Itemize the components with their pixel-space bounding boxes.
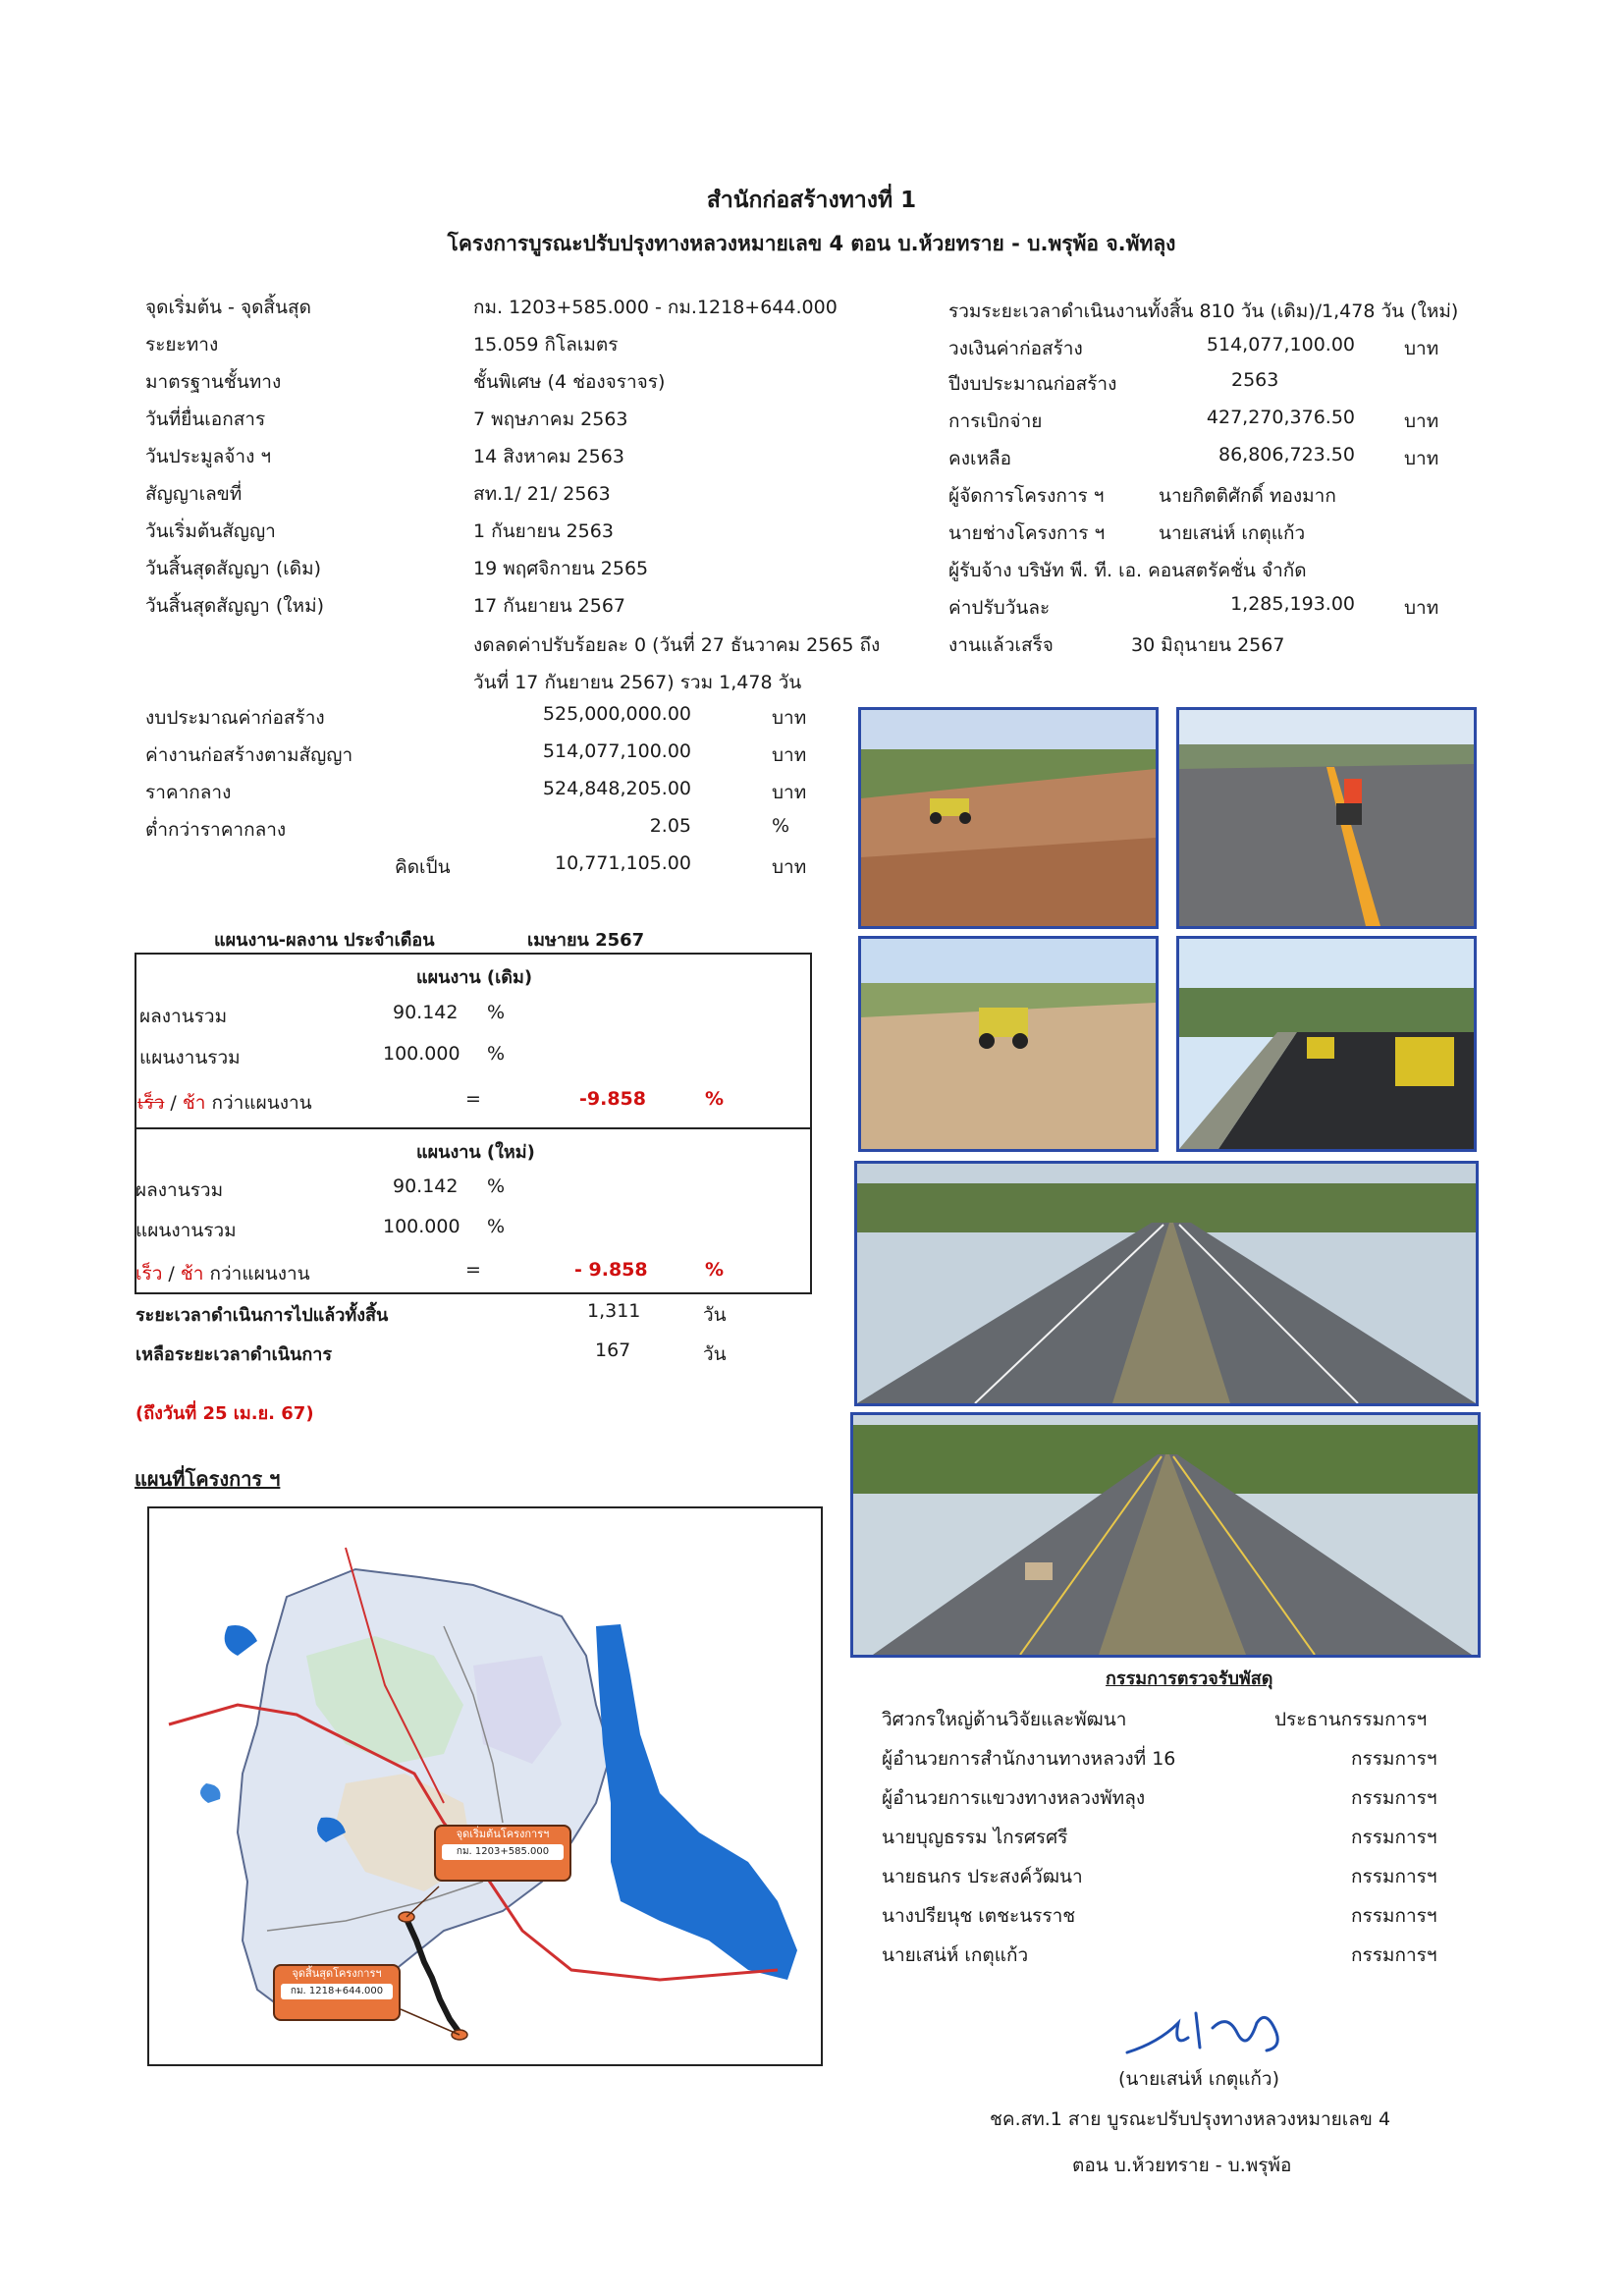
old-plan-label: แผนงานรวม [139, 1047, 241, 1068]
start-callout-title: จุดเริ่มต้นโครงการฯ [456, 1828, 550, 1840]
new-plan-value: 100.000 [383, 1216, 460, 1237]
info-value: 19 พฤศจิกายน 2565 [473, 558, 649, 579]
old-diff-value: -9.858 [579, 1088, 646, 1110]
old-plan-value: 100.000 [383, 1043, 460, 1065]
old-result-label: ผลงานรวม [139, 1006, 228, 1027]
project-map [147, 1506, 823, 2066]
new-result-value: 90.142 [393, 1175, 459, 1197]
info-label: ระยะทาง [145, 334, 219, 355]
new-compare-row [135, 1259, 310, 1288]
info-value: 1,285,193.00 [1230, 593, 1355, 615]
budget-label: ต่ำกว่าราคากลาง [145, 819, 287, 841]
info-label: วันสิ้นสุดสัญญา (เดิม) [145, 558, 322, 579]
info-value: กม. 1203+585.000 - กม.1218+644.000 [473, 297, 838, 318]
info-value: 514,077,100.00 [1206, 334, 1355, 355]
budget-value: 10,771,105.00 [554, 852, 691, 874]
info-value: 14 สิงหาคม 2563 [473, 446, 624, 467]
committee-member-name: นางปรียนุช เตชะนรราช [882, 1905, 1076, 1927]
budget-label: งบประมาณค่าก่อสร้าง [145, 707, 325, 729]
budget-label: คิดเป็น [395, 856, 451, 878]
info-value: 2563 [1231, 369, 1279, 391]
new-result-unit: % [487, 1175, 506, 1197]
budget-unit: บาท [772, 744, 807, 766]
old-plan-title: แผนงาน (เดิม) [416, 967, 533, 988]
plan-divider [135, 1127, 812, 1129]
info-label: สัญญาเลขที่ [145, 483, 243, 505]
elapsed-unit: วัน [703, 1304, 727, 1326]
committee-member-role: กรรมการฯ [1351, 1905, 1437, 1927]
map-heading: แผนที่โครงการ ฯ [135, 1467, 281, 1491]
info-value: 30 มิถุนายน 2567 [1131, 634, 1285, 656]
old-equals: = [465, 1088, 481, 1110]
info-label: นายช่างโครงการ ฯ [948, 522, 1106, 544]
committee-member-role: กรรมการฯ [1351, 1944, 1437, 1966]
start-callout-km: กม. 1203+585.000 [442, 1844, 564, 1860]
committee-heading: กรรมการตรวจรับพัสดุ [1106, 1668, 1273, 1689]
committee-member-name: นายธนกร ประสงค์วัฒนา [882, 1866, 1083, 1887]
budget-value: 514,077,100.00 [542, 740, 691, 762]
old-compare-row [137, 1088, 312, 1118]
info-value: ชั้นพิเศษ (4 ช่องจราจร) [473, 371, 666, 393]
committee-member-role: กรรมการฯ [1351, 1748, 1437, 1770]
info-value: 17 กันยายน 2567 [473, 595, 626, 617]
info-label: ผู้รับจ้าง บริษัท พี. ที. เอ. คอนสตรัคชั่น จำกัด [948, 560, 1307, 581]
info-label: วันสิ้นสุดสัญญา (ใหม่) [145, 595, 325, 617]
remain-unit: วัน [703, 1343, 727, 1365]
old-diff-unit: % [705, 1088, 725, 1110]
budget-value: 524,848,205.00 [542, 778, 691, 799]
signer-name: (นายเสน่ห์ เกตุแก้ว) [1118, 2068, 1280, 2090]
map-graphic [149, 1508, 821, 2064]
info-label: ค่าปรับวันละ [948, 597, 1051, 619]
info-label: วงเงินค่าก่อสร้าง [948, 338, 1083, 359]
site-photo-aerial-1 [854, 1161, 1479, 1406]
info-value: 7 พฤษภาคม 2563 [473, 409, 628, 430]
penalty-note-2: วันที่ 17 กันยายน 2567) รวม 1,478 วัน [473, 672, 802, 693]
site-photo-aerial-2 [850, 1412, 1481, 1658]
budget-value: 2.05 [649, 815, 691, 837]
committee-member-name: นายเสน่ห์ เกตุแก้ว [882, 1944, 1029, 1966]
old-slash: / [170, 1092, 177, 1114]
info-value: นายกิตติศักดิ์ ทองมาก [1159, 485, 1336, 507]
info-label: วันที่ยื่นเอกสาร [145, 409, 266, 430]
new-slash: / [168, 1263, 175, 1285]
budget-value: 525,000,000.00 [542, 703, 691, 725]
committee-member-role: กรรมการฯ [1351, 1866, 1437, 1887]
old-slow: ช้า [182, 1092, 206, 1114]
info-value: นายเสน่ห์ เกตุแก้ว [1159, 522, 1306, 544]
info-value: 427,270,376.50 [1206, 407, 1355, 428]
committee-member-name: วิศวกรใหญ่ด้านวิจัยและพัฒนา [882, 1709, 1127, 1730]
site-photo-road-worker [1176, 707, 1477, 929]
new-diff-unit: % [705, 1259, 725, 1281]
old-compare-label: กว่าแผนงาน [211, 1092, 312, 1114]
info-label: ปีงบประมาณก่อสร้าง [948, 373, 1117, 395]
start-callout [434, 1825, 571, 1882]
end-callout-title: จุดสิ้นสุดโครงการฯ [292, 1967, 382, 1980]
info-value: 1 กันยายน 2563 [473, 520, 614, 542]
new-diff-value: - 9.858 [574, 1259, 648, 1281]
info-unit: บาท [1404, 448, 1439, 469]
elapsed-value: 1,311 [587, 1300, 641, 1322]
site-photo-roller [1176, 936, 1477, 1152]
info-unit: บาท [1404, 597, 1439, 619]
office-title: สำนักก่อสร้างทางที่ 1 [706, 188, 917, 213]
budget-unit: บาท [772, 707, 807, 729]
committee-member-name: ผู้อำนวยการแขวงทางหลวงพัทลุง [882, 1787, 1146, 1809]
signer-position-1: ชค.สท.1 สาย บูรณะปรับปรุงทางหลวงหมายเลข 4 [990, 2108, 1391, 2130]
info-unit: บาท [1404, 410, 1439, 432]
signer-position-2: ตอน บ.ห้วยทราย - บ.พรุพ้อ [1072, 2155, 1292, 2176]
old-plan-unit: % [487, 1043, 506, 1065]
end-callout [273, 1964, 401, 2021]
old-result-value: 90.142 [393, 1002, 459, 1023]
info-label: ผู้จัดการโครงการ ฯ [948, 485, 1105, 507]
info-label: วันเริ่มต้นสัญญา [145, 520, 276, 542]
project-title: โครงการบูรณะปรับปรุงทางหลวงหมายเลข 4 ตอน บ.ห้วยทราย - บ.พรุพ้อ จ.พัทลุง [447, 232, 1176, 255]
as-of-date: (ถึงวันที่ 25 เม.ย. 67) [135, 1403, 314, 1424]
info-value: 86,806,723.50 [1217, 444, 1355, 465]
info-label: วันประมูลจ้าง ฯ [145, 446, 272, 467]
signature-graphic [1119, 2003, 1306, 2072]
info-label: จุดเริ่มต้น - จุดสิ้นสุด [145, 297, 311, 318]
site-photo-grader-dirt [858, 936, 1159, 1152]
budget-unit: % [772, 815, 790, 837]
end-callout-km: กม. 1218+644.000 [281, 1984, 393, 1999]
plan-month: เมษายน 2567 [527, 930, 645, 951]
info-label: คงเหลือ [948, 448, 1012, 469]
new-fast: เร็ว [135, 1263, 163, 1285]
budget-label: ค่างานก่อสร้างตามสัญญา [145, 744, 353, 766]
budget-label: ราคากลาง [145, 782, 232, 803]
old-result-unit: % [487, 1002, 506, 1023]
new-compare-label: กว่าแผนงาน [209, 1263, 310, 1285]
committee-member-name: นายบุญธรรม ไกรศรศรี [882, 1827, 1068, 1848]
site-photo-grader [858, 707, 1159, 929]
committee-member-role: กรรมการฯ [1351, 1827, 1437, 1848]
new-plan-title: แผนงาน (ใหม่) [416, 1142, 535, 1163]
old-fast: เร็ว [137, 1092, 165, 1114]
committee-member-role: กรรมการฯ [1351, 1787, 1437, 1809]
penalty-note-1: งดลดค่าปรับร้อยละ 0 (วันที่ 27 ธันวาคม 2565 ถึง [473, 634, 881, 656]
budget-unit: บาท [772, 856, 807, 878]
budget-unit: บาท [772, 782, 807, 803]
new-plan-unit: % [487, 1216, 506, 1237]
new-result-label: ผลงานรวม [135, 1179, 224, 1201]
remain-label: เหลือระยะเวลาดำเนินการ [135, 1344, 333, 1365]
elapsed-label: ระยะเวลาดำเนินการไปแล้วทั้งสิ้น [135, 1305, 389, 1326]
info-value: 15.059 กิโลเมตร [473, 334, 619, 355]
remain-value: 167 [595, 1339, 631, 1361]
new-plan-label: แผนงานรวม [135, 1220, 237, 1241]
info-unit: บาท [1404, 338, 1439, 359]
plan-heading: แผนงาน-ผลงาน ประจำเดือน [214, 930, 435, 951]
info-label: งานแล้วเสร็จ [948, 634, 1054, 656]
committee-member-role: ประธานกรรมการฯ [1274, 1709, 1428, 1730]
info-label: มาตรฐานชั้นทาง [145, 371, 282, 393]
info-label: รวมระยะเวลาดำเนินงานทั้งสิ้น 810 วัน (เดิม)/1,478 วัน (ใหม่) [948, 301, 1459, 322]
info-label: การเบิกจ่าย [948, 410, 1043, 432]
new-equals: = [465, 1259, 481, 1281]
committee-member-name: ผู้อำนวยการสำนักงานทางหลวงที่ 16 [882, 1748, 1176, 1770]
info-value: สท.1/ 21/ 2563 [473, 483, 611, 505]
new-slow: ช้า [180, 1263, 204, 1285]
